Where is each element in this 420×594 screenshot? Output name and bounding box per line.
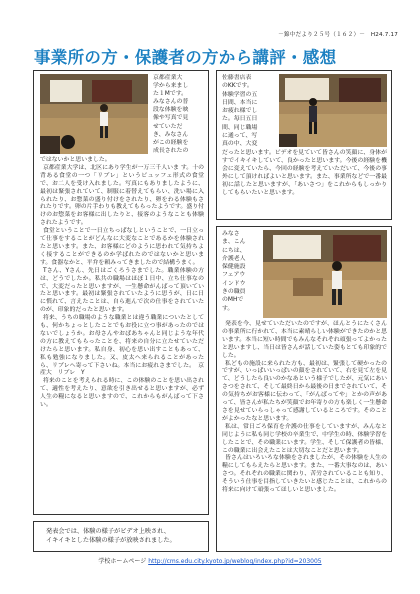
- text-line: 京都産業大: [153, 75, 183, 81]
- right-top-body-text: [222, 150, 387, 197]
- note-line: 発表会では、体験の様子がビデオ上映され、: [46, 528, 170, 535]
- left-article: [33, 70, 209, 515]
- text-line: のKKです。: [222, 83, 253, 90]
- text-line: す。: [222, 305, 234, 312]
- text-line: みなさんの普: [153, 99, 189, 106]
- paragraph: ではないかと思いました。: [40, 157, 111, 163]
- right-top-intro-text: [222, 74, 276, 149]
- left-body-text: [40, 157, 204, 410]
- newsletter-header: －錦中だより２５号（１６２）－ H24.7.17: [278, 32, 398, 38]
- paragraph: 私は、常日ごろ保育を介護の仕事をしていますが、みんなと同じように私も同じ学校の卒業生で、中学生の時、体験学習をしたことで、その職業にいます。学生、そして保護者の皆様、この職業に出会えたことは大切なことだと思います。: [222, 423, 387, 454]
- text-line: 学から来まし: [153, 83, 189, 90]
- text-line: お疲れ様でし: [222, 108, 258, 115]
- text-line: フェアウ: [222, 272, 246, 279]
- text-line: のMHで: [222, 297, 244, 304]
- note-line: イキイキとした体験の様子が放映されました。: [46, 537, 176, 544]
- right-bottom-article: [216, 226, 392, 552]
- text-line: 像や写真で見: [153, 115, 189, 122]
- paragraph: 食堂ということで一日立ちっぱなしということで、一日立って仕事をすることがどんなに大変なことであるかを体験されたと思います。また、お客様にどのように思われて気持ちよく接することができるのか学ばれたのではないかと思います。食器なかと、平弁を頼みってきましたので結構うまく。: [40, 228, 204, 266]
- text-line: た１Mです。: [153, 91, 188, 98]
- right-top-article: [216, 70, 392, 220]
- text-line: にちは、: [222, 247, 246, 254]
- left-intro-text: [153, 74, 205, 155]
- homepage-link[interactable]: http://cms.edu.city.kyoto.jp/weblog/index.php?id=203005: [148, 558, 322, 565]
- homepage-label: 学校ホームページ: [98, 558, 147, 565]
- text-line: がこの経験を: [153, 139, 189, 146]
- footer: [0, 556, 420, 565]
- text-line: インドウ: [222, 280, 246, 287]
- text-line: 段な体験を映: [153, 107, 189, 114]
- paragraph: 京都産業大学は、北区にあり学生が一万三千人いま す。十の背ある食堂の一つ「リブレ」というビュッフェ形式の食堂で、お二人を受け入れました。写真にもありましたように、最初は緊張されていて、制服に着替えてもらい、洗い場に入られたり、お惣菜の盛り付けをされたり、卵をわる体験もされたりです。卵の片手わりも教えてもらったようです。盛り付けのお惣菜をお客様に出したりと、接客のようなことも体験されたようです。: [40, 164, 204, 227]
- text-line: 真の中、大変: [222, 141, 258, 148]
- text-line: に通って、写: [222, 133, 258, 140]
- text-line: き、みなさん: [153, 131, 189, 138]
- text-line: 日間、本当に: [222, 99, 258, 106]
- text-line: 保健施設: [222, 264, 246, 271]
- paragraph: 皆さんはいろいろな体験をされましたが、その体験を人生の糧にしてもらえたらと思います。また、一番大事なのは、あいさつ。それぞれの職業に関わり、苦労されていることも知り、そういう仕事を目指していきたいと感じたことは、これからの将来に向けて頑張ってほしいと思いました。: [222, 455, 387, 494]
- text-line: ま、こん: [222, 239, 246, 246]
- paragraph: 将来のことを考えられる時に、この体験のことを思い出されて、適性を考えたり、意欲を引き出せると思いますが、必ず人生の糧になると思いますので、これからもがんばって下さい。: [40, 378, 204, 409]
- paragraph: だったと思います。ビデオを見ていて皆さんの笑顔に、身体がすでイキイキしていて、良かったと思います。今後の経験を機会に変えていたら、今回の経験を考えていただいて、今後の事外にして頂ければよいと思います。また、事業所などで一番最初に話したと思いますが、「あいさつ」をこれからもしっかりしてもらいたいと思います。: [222, 150, 387, 196]
- text-line: みなさ: [222, 231, 240, 237]
- text-line: きの職員: [222, 289, 246, 296]
- text-line: 体験学習の五: [222, 91, 258, 98]
- text-line: 間、同じ職場: [222, 124, 258, 131]
- text-line: 佐藤書店表: [222, 75, 252, 81]
- paragraph: Tさん、Yさん、先日はごくろうさまでした。職業体験の方は、どうでしたか。私共の職場はほぼ１日中、立ち仕事なので、大変だったと思いますが、一生懸命がんばって頂いていたと思います。最初は緊張されていたように思うが、日に日に慣れて、言えたことは、自ら進んで次の仕事をされていたのが、印象的だったと思います。: [40, 267, 204, 314]
- text-line: せていただ: [153, 123, 183, 130]
- text-line: 成長されたの: [153, 147, 189, 154]
- presentation-note: [33, 521, 209, 552]
- paragraph: 将来、うちの職場のような職業とは違う職業についたとしても、何かちょっとしたことでもお役に立つ事があったのではないでしょうか。お母さんやおばあちゃんと同じような年代の方に教えてもらったことを、将来の自分に立たせていただけたらと思います。私自身、初心を思い出すこともあって、私も勉強になりました。又、皮太へ来られることがあったら、リブレへ寄って下さいね。本当にお疲れさまでした。 京産大 リブレ Y: [40, 315, 204, 377]
- right-bottom-article-photo: [263, 230, 387, 318]
- right-top-article-photo: [279, 74, 387, 147]
- paragraph: 私どもの施設に来られた方も、最初は、緊張して硬かったのですが、いっぱいいっぱいの顔をされていて、右を見て左を見て、どうしたら良いのかなあという様子でしたが、元気にあいさつをされて、そして最終日から最後の日までされていて、その気持ちがお客様に伝わって、「がんばってや」とかの声があって、皆さんが私たちが笑顔でお年寄りの方も楽しく一生懸命さを見せていらっしゃって感謝しているところです。そのことがよかったなと思います。: [222, 360, 387, 422]
- paragraph: 発表を今、見せていただいたのですが、ほんとうにたくさんの事業所に行かれて、本当に素晴らしい体験ができたのかと思います。本当に短い時間でもみんなそれぞれ頑張ってよかったと思いますし、当日は皆さんが話していた姿もとても印象的でした。: [222, 321, 387, 359]
- text-line: 介護老人: [222, 255, 246, 262]
- right-bottom-intro-text: [222, 230, 260, 313]
- right-bottom-body-text: [222, 321, 387, 495]
- left-article-photo: [40, 74, 148, 154]
- page-title: 事業所の方・保護者の方から講評・感想: [34, 48, 337, 67]
- text-line: た。毎日五日: [222, 116, 258, 123]
